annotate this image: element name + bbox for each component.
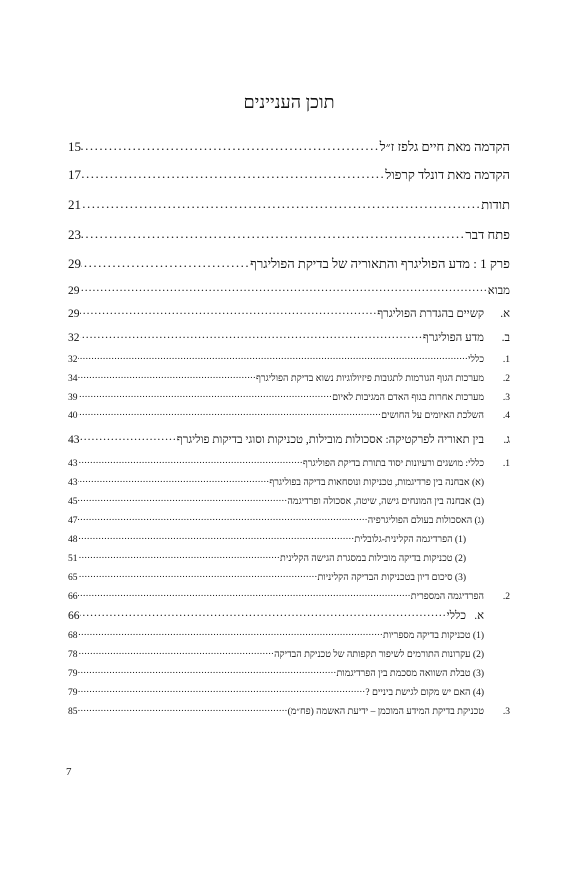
toc-entry-label: פתח דבר [465, 227, 510, 242]
toc-entry-label: פרק 1 : מדע הפוליגרף והתאוריה של בדיקת הפוליגרף [250, 256, 510, 271]
toc-entry-number: 3. [502, 392, 510, 403]
toc-entry-page: 66 [68, 591, 78, 602]
dot-leader [81, 166, 385, 179]
toc-entry-page: 66 [68, 609, 80, 622]
toc-entry-page: 45 [68, 496, 78, 507]
toc-entry-label: הקדמה מאת דונלד קרפול [385, 167, 510, 182]
toc-entry [68, 352, 510, 365]
dot-leader [78, 685, 366, 695]
dot-leader [78, 408, 382, 418]
toc-entry-number: 2. [502, 373, 510, 384]
toc-entry-chapter [68, 255, 510, 272]
toc-entry-page: 29 [68, 284, 80, 297]
dot-leader [78, 390, 333, 400]
dot-leader [81, 196, 481, 209]
toc-entry-number: א. [500, 307, 510, 320]
toc-entry-number: א. [474, 609, 484, 622]
toc-entry-label: תודות [481, 197, 510, 212]
toc-entry [68, 456, 510, 469]
toc-entry-label: בין תאוריה לפרקטיקה: אסכולות מובילות, טכניקות וסוגי בדיקות פוליגרף [176, 433, 484, 446]
dot-leader [80, 329, 423, 341]
dot-leader [78, 532, 355, 542]
toc-entry-page: 43 [68, 433, 80, 446]
toc-entry-number: 1. [502, 354, 510, 365]
toc-entry-label: (3) סיכום דיון בטכניקות הבדיקה הקליניות [317, 572, 466, 583]
toc-entry [68, 196, 510, 213]
toc-entry-page: 43 [68, 458, 78, 469]
toc-entry [68, 513, 510, 526]
toc-entry-label: (א) אבחנה בין פרדיגמות, טכניקות ונוסחאות בדיקה בפוליגרף [269, 477, 484, 488]
dot-leader [78, 513, 368, 523]
dot-leader [78, 570, 318, 580]
toc-entry-label: (1) הפרדיגמה הקלינית-גלובלית [354, 534, 466, 545]
toc-entry-page: 34 [68, 373, 78, 384]
toc-entry-label: כללי: מושגים ורעיונות יסוד בתורת בדיקת הפוליגרף [302, 458, 484, 469]
toc-entry-page: 85 [68, 706, 78, 717]
toc-entry-page: 47 [68, 515, 78, 526]
dot-leader [78, 371, 256, 381]
toc-entry-page: 43 [68, 477, 78, 488]
toc-entry-label: (1) טכניקות בדיקה מספריות [382, 630, 484, 641]
toc-entry-label: מערכות אחרות בגוף האדם המגיבות לאיום [332, 392, 484, 403]
dot-leader [78, 352, 468, 362]
toc-entry [68, 494, 510, 507]
toc-entry [68, 138, 510, 155]
toc-entry [68, 666, 510, 679]
toc-entry-label: (4) האם יש מקום לגישת ביניים ? [365, 687, 484, 698]
toc-entry [68, 431, 510, 446]
toc-entry [68, 329, 510, 344]
toc-entry [68, 607, 510, 622]
toc-entry-number: 4. [502, 410, 510, 421]
toc-entry-page: 48 [68, 534, 78, 545]
toc-entry-page: 79 [68, 668, 78, 679]
toc-entry [68, 282, 510, 297]
toc-entry-page: 68 [68, 630, 78, 641]
toc-entry-page: 32 [68, 354, 78, 365]
toc-entry-label: השלכת האיומים על החושים [381, 410, 484, 421]
toc-entry [68, 570, 510, 583]
toc-entry-page: 15 [68, 139, 81, 154]
dot-leader [78, 666, 337, 676]
toc-entry-label: מערכות הגוף הגורמות לתגובות פיזיולוגיות נשוא בדיקת הפוליגרף [255, 373, 484, 384]
toc-entry-label: מבוא [487, 284, 510, 297]
toc-entry [68, 551, 510, 564]
toc-entry-label: קשיים בהגדרת הפוליגרף [377, 307, 484, 320]
toc-entry-page: 40 [68, 410, 78, 421]
toc-entry-label: טכניקת בדיקת המידע המוכמן – ידיעת האשמה (פח״מ) [287, 706, 484, 717]
toc-entry [68, 166, 510, 183]
toc-entry [68, 475, 510, 488]
dot-leader [80, 282, 488, 294]
dot-leader [78, 551, 281, 561]
toc-entry [68, 532, 510, 545]
dot-leader [78, 475, 270, 485]
dot-leader [81, 255, 250, 268]
toc-entry-label: מדע הפוליגרף [422, 331, 484, 344]
dot-leader [78, 704, 288, 714]
toc-entry-label: הקדמה מאת חיים גלפז ז״ל [379, 139, 510, 154]
dot-leader [80, 305, 378, 317]
toc-entry-number: 1. [502, 458, 510, 469]
page-number: 7 [66, 766, 72, 778]
dot-leader [78, 589, 411, 599]
dot-leader [80, 607, 447, 619]
toc-entry [68, 390, 510, 403]
toc-entry-number: ב. [501, 331, 510, 344]
toc-entry [68, 226, 510, 243]
toc-entry [68, 371, 510, 384]
toc-entry-label: כללי [467, 354, 484, 365]
toc-entry-label: (2) טכניקות בדיקה מובילות במסגרת הגישה הקלינית [280, 553, 466, 564]
toc-entry-page: 78 [68, 649, 78, 660]
toc-entry [68, 704, 510, 717]
toc-entry-page: 65 [68, 572, 78, 583]
toc-entry-label: כללי [446, 609, 466, 622]
toc-entry-label: (2) עקרונות התורמים לשיפור תקפותה של טכניקת הבדיקה [274, 649, 484, 660]
toc-entry-page: 32 [68, 331, 80, 344]
toc-entry [68, 685, 510, 698]
toc-entry-number: ג. [503, 433, 510, 446]
dot-leader [78, 456, 303, 466]
toc-entry-label: (ג) האסכולות בעולם הפוליגרפיה [367, 515, 484, 526]
page-title: תוכן העניינים [243, 92, 335, 112]
toc-entry [68, 408, 510, 421]
dot-leader [78, 494, 288, 504]
toc-entry-page: 17 [68, 167, 81, 182]
toc-entry [68, 305, 510, 320]
toc-entry-number: 2. [502, 591, 510, 602]
dot-leader [80, 431, 177, 443]
toc-entry [68, 628, 510, 641]
toc-entry-page: 29 [68, 256, 81, 271]
toc-entry [68, 647, 510, 660]
toc-entry-label: הפרדיגמה המספרית [410, 591, 484, 602]
toc-entry-page: 39 [68, 392, 78, 403]
toc-entry-page: 51 [68, 553, 78, 564]
toc-entry [68, 589, 510, 602]
dot-leader [78, 647, 275, 657]
toc-entry-number: 3. [502, 706, 510, 717]
dot-leader [78, 628, 383, 638]
toc-entry-label: (3) טבלת השוואה מסכמת בין הפרדיגמות [336, 668, 484, 679]
toc-entry-page: 29 [68, 307, 80, 320]
toc-entry-page: 21 [68, 197, 81, 212]
dot-leader [81, 138, 380, 151]
toc-entry-label: (ב) אבחנה בין המונחים גישה, שיטה, אסכולה ופרדיגמה [287, 496, 484, 507]
toc-entry-page: 23 [68, 227, 81, 242]
toc-entry-page: 79 [68, 687, 78, 698]
dot-leader [81, 226, 465, 239]
